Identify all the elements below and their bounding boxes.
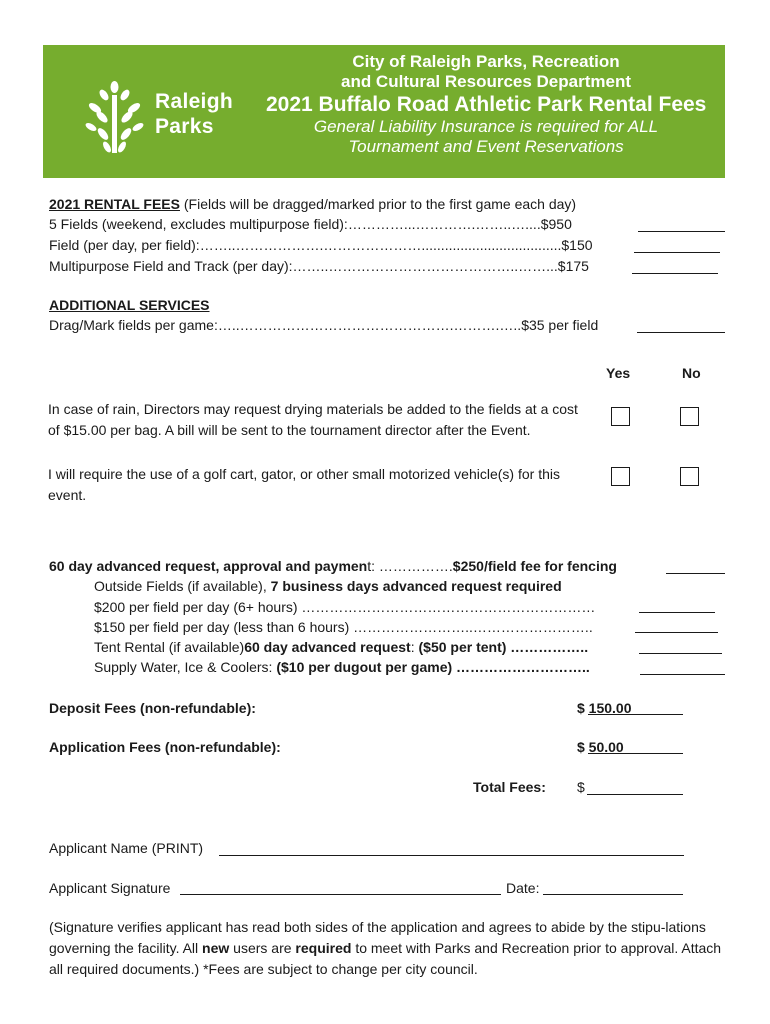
water-supply-fee: ($10 per dugout per game) (276, 659, 453, 675)
advanced-request-dots: : ……………. (371, 558, 453, 574)
total-fees-label: Total Fees: (473, 779, 546, 795)
tent-rental-requirement: 60 day advanced request (244, 639, 411, 655)
rental-row-label: 5 Fields (weekend, excludes multipurpose field):…………...………….……..….... (49, 216, 541, 232)
yes-column-label: Yes (606, 365, 631, 381)
application-fees-label: Application Fees (non-refundable): (49, 739, 281, 755)
rental-fees-header (49, 194, 576, 214)
drying-materials-yes-checkbox[interactable] (611, 407, 630, 426)
motorized-vehicle-no-checkbox[interactable] (680, 467, 699, 486)
additional-services-heading: ADDITIONAL SERVICES (49, 297, 210, 313)
fencing-fee: $250/field fee for fencing (452, 558, 617, 574)
disclaimer-part-3: to meet with Parks and Recreation prior to approval. Attach all required documents.) *Fees are subject to change per city council. (49, 940, 722, 977)
tent-rental-row (94, 637, 588, 657)
total-fees-input[interactable] (587, 794, 683, 795)
rental-row-price: $175 (557, 258, 589, 274)
page-title: 2021 Buffalo Road Athletic Park Rental Fees (266, 93, 707, 116)
rental-row-label: Multipurpose Field and Track (per day):……..…………………………………..……... (49, 258, 558, 274)
drying-materials-no-checkbox[interactable] (680, 407, 699, 426)
rental-per-field-blank[interactable] (634, 252, 720, 253)
outside-fields-row (94, 576, 562, 596)
header-banner (43, 45, 725, 178)
applicant-signature-input[interactable] (180, 894, 501, 895)
rental-fees-note: (Fields will be dragged/marked prior to the first game each day) (179, 196, 577, 212)
drag-mark-label: Drag/Mark fields per game:…..……………………………………….……….….. (49, 317, 522, 333)
signature-disclaimer (49, 917, 725, 980)
tree-logo-icon (85, 81, 145, 159)
motorized-vehicle-yes-checkbox[interactable] (611, 467, 630, 486)
advanced-request-row (49, 556, 617, 576)
disclaimer-part-2: users are (229, 940, 296, 956)
rental-multipurpose-blank[interactable] (632, 273, 718, 274)
insurance-note-line-2: Tournament and Event Reservations (348, 137, 624, 156)
outside-fields-label: Outside Fields (if available), (94, 578, 271, 594)
tent-rental-fee: ($50 per tent) (418, 639, 507, 655)
applicant-name-label: Applicant Name (PRINT) (49, 840, 204, 856)
tent-rental-blank[interactable] (639, 653, 722, 654)
drag-mark-row (49, 315, 598, 335)
date-input[interactable] (543, 894, 683, 895)
water-supply-dots: ……………………….. (452, 659, 590, 675)
drag-mark-blank[interactable] (637, 332, 725, 333)
tent-rental-colon: : (410, 639, 419, 655)
application-fees-value: $ 50.00 (577, 739, 624, 755)
field-200-row: $200 per field per day (6+ hours) ……………………………………………………… (94, 599, 596, 615)
advanced-request-label: 60 day advanced request, approval and paymen (49, 558, 368, 574)
applicant-name-input[interactable] (219, 855, 684, 856)
deposit-fees-value: $ 150.00 (577, 700, 632, 716)
logo-line-2: Parks (155, 115, 214, 138)
disclaimer-required: required (295, 940, 352, 956)
rental-fees-heading: 2021 RENTAL FEES (49, 196, 180, 212)
rental-row-price: $150 (561, 237, 593, 253)
advanced-request-label-end: t (367, 558, 372, 574)
outside-fields-requirement: 7 business days advanced request required (270, 578, 562, 594)
department-line-2: and Cultural Resources Department (340, 72, 631, 91)
drying-materials-question: In case of rain, Directors may request drying materials be added to the fields at a cost of $15.00 per bag. A bill will be sent to the tournament director after the Event. (48, 401, 578, 438)
deposit-fees-underline (588, 714, 683, 715)
disclaimer-part-1: (Signature verifies applicant has read both sides of the application and agrees to abide by the stipu-lations governing the facility. All (49, 919, 706, 956)
field-150-row: $150 per field per day (less than 6 hours) ……………………..…………………….. (94, 619, 593, 635)
rental-row-price: $950 (540, 216, 572, 232)
rental-5-fields-blank[interactable] (638, 231, 725, 232)
applicant-signature-label: Applicant Signature (49, 880, 171, 896)
tent-rental-dots: …………….. (506, 639, 589, 655)
motorized-vehicle-question: I will require the use of a golf cart, gator, or other small motorized vehicle(s) for this event. (48, 466, 560, 503)
fencing-fee-blank[interactable] (666, 573, 725, 574)
logo-line-1: Raleigh (155, 90, 233, 113)
drag-mark-price: $35 per field (521, 317, 599, 333)
rental-row-5-fields (49, 214, 572, 234)
rental-row-label: Field (per day, per field):……..……………….………………….................................... (49, 237, 562, 253)
department-line-1: City of Raleigh Parks, Recreation (352, 52, 620, 71)
insurance-note-line-1: General Liability Insurance is required for ALL (313, 117, 659, 136)
field-200-blank[interactable] (639, 612, 715, 613)
rental-row-multipurpose (49, 256, 589, 276)
rental-row-per-field (49, 235, 593, 255)
application-fees-underline (588, 753, 683, 754)
tent-rental-label: Tent Rental (if available) (94, 639, 245, 655)
logo-wordmark (155, 89, 233, 139)
water-supply-label: Supply Water, Ice & Coolers: (94, 659, 277, 675)
field-150-blank[interactable] (635, 632, 718, 633)
total-fees-currency: $ (577, 779, 585, 795)
deposit-fees-label: Deposit Fees (non-refundable): (49, 700, 256, 716)
disclaimer-new: new (202, 940, 230, 956)
water-supply-row (94, 657, 590, 677)
water-supply-blank[interactable] (640, 674, 725, 675)
no-column-label: No (682, 365, 701, 381)
date-label: Date: (506, 880, 540, 896)
